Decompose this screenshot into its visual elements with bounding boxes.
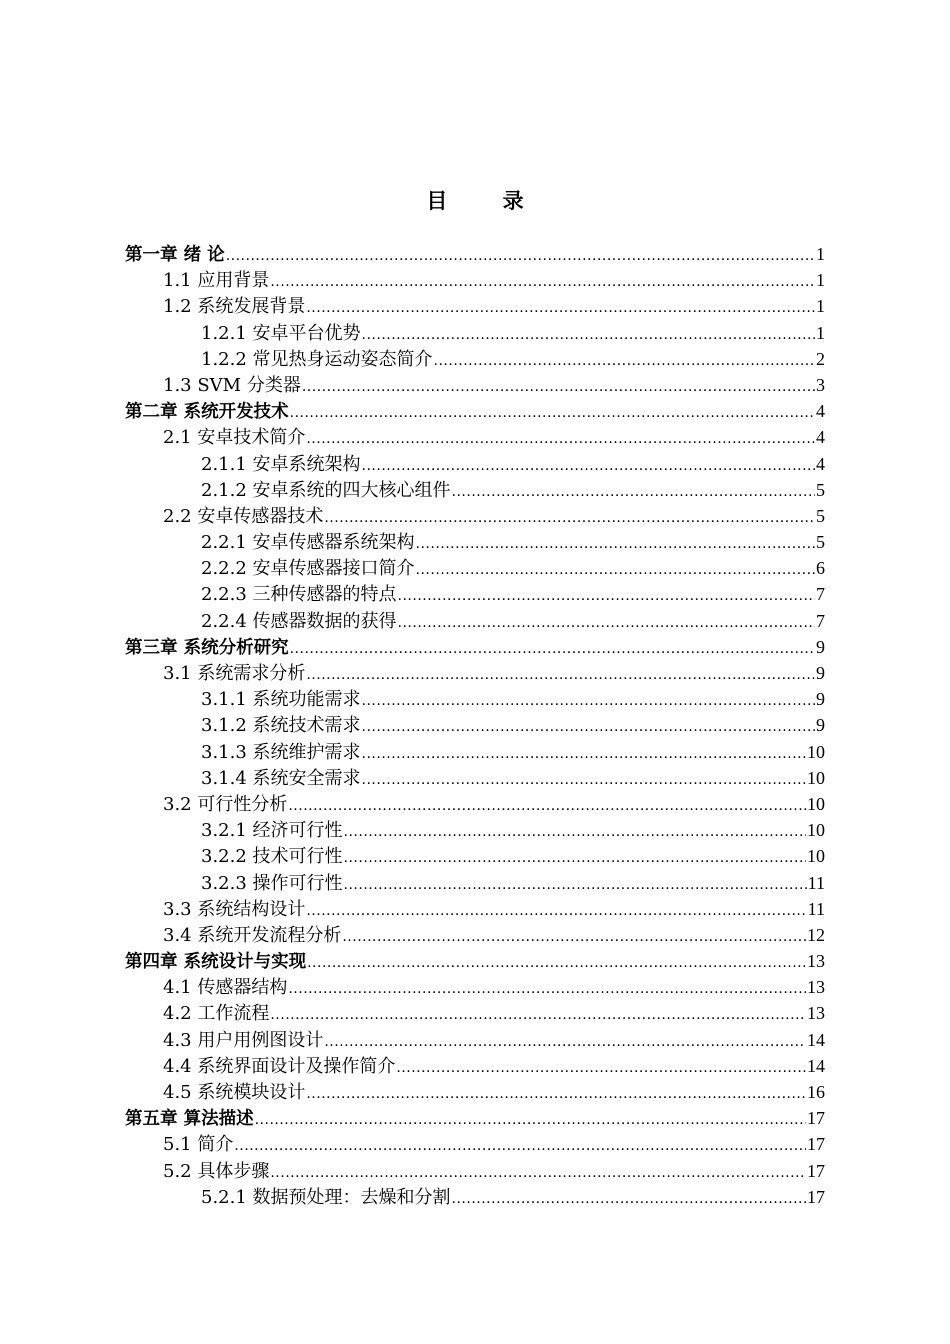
toc-chapter-entry[interactable] [125, 634, 825, 660]
toc-entry-title: 4.5 系统模块设计 [163, 1082, 306, 1103]
toc-page-number: 1 [816, 270, 825, 291]
toc-entry-title: 第三章 系统分析研究 [125, 637, 289, 658]
toc-dot-leader [344, 845, 806, 871]
toc-dot-leader [234, 1133, 806, 1159]
toc-page-number: 1 [816, 296, 825, 317]
toc-subsection-entry[interactable] [125, 529, 825, 555]
toc-dot-leader [324, 505, 815, 531]
toc-section-entry[interactable] [125, 1158, 825, 1184]
toc-dot-leader [226, 243, 815, 269]
toc-page-number: 9 [816, 715, 825, 736]
toc-chapter-entry[interactable] [125, 948, 825, 974]
toc-page-number: 10 [807, 846, 825, 867]
toc-dot-leader [452, 1186, 806, 1212]
toc-dot-leader [362, 714, 815, 740]
toc-section-entry[interactable] [125, 372, 825, 398]
toc-page-number: 10 [807, 767, 825, 788]
toc-subsection-entry[interactable] [125, 477, 825, 503]
toc-section-entry[interactable] [125, 1053, 825, 1079]
toc-page-number: 4 [816, 401, 825, 422]
toc-subsection-entry[interactable] [125, 739, 825, 765]
toc-entry-title: 3.4 系统开发流程分析 [163, 924, 342, 946]
toc-entry-title: 2.2.1 安卓传感器系统架构 [201, 532, 415, 554]
toc-chapter-entry[interactable] [125, 398, 825, 424]
toc-page-number: 10 [807, 741, 825, 762]
toc-dot-leader [362, 688, 815, 714]
toc-dot-leader [362, 322, 815, 348]
toc-page-number: 7 [816, 610, 825, 631]
toc-dot-leader [396, 1055, 806, 1081]
toc-dot-leader [255, 1107, 806, 1133]
toc-dot-leader [302, 374, 815, 400]
toc-dot-leader [362, 767, 806, 793]
toc-entry-title: 3.1 系统需求分析 [163, 663, 306, 684]
toc-page-number: 14 [807, 1029, 825, 1050]
toc-page-number: 17 [807, 1186, 825, 1207]
toc-page-number: 9 [816, 636, 825, 657]
toc-page-number: 16 [807, 1082, 825, 1102]
toc-page-number: 3 [816, 374, 825, 395]
toc-page-number: 6 [816, 558, 825, 579]
toc-entry-title: 1.2.1 安卓平台优势 [201, 322, 361, 344]
toc-dot-leader [324, 1029, 806, 1055]
toc-subsection-entry[interactable] [125, 451, 825, 477]
toc-dot-leader [362, 741, 806, 767]
toc-dot-leader [288, 976, 806, 1002]
toc-dot-leader [306, 1081, 806, 1107]
table-of-contents [125, 241, 825, 1210]
toc-dot-leader [307, 950, 806, 976]
toc-entry-title: 第二章 系统开发技术 [125, 402, 289, 423]
toc-page-number: 5 [816, 532, 825, 553]
toc-page-number: 17 [807, 1160, 825, 1181]
toc-page-number: 17 [807, 1134, 825, 1155]
toc-entry-title: 2.2.2 安卓传感器接口简介 [201, 558, 415, 580]
toc-entry-title: 2.2.3 三种传感器的特点 [201, 584, 397, 606]
toc-dot-leader [344, 872, 807, 898]
toc-section-entry[interactable] [125, 974, 825, 1000]
toc-section-entry[interactable] [125, 267, 825, 293]
toc-entry-title: 2.2 安卓传感器技术 [163, 505, 324, 527]
toc-subsection-entry[interactable] [125, 1184, 825, 1210]
toc-entry-title: 3.3 系统结构设计 [163, 898, 306, 920]
toc-page-number: 5 [816, 505, 825, 526]
toc-entry-title: 第五章 算法描述 [125, 1109, 254, 1130]
toc-subsection-entry[interactable] [125, 608, 825, 634]
toc-page-number: 5 [816, 479, 825, 500]
toc-dot-leader [290, 400, 815, 426]
toc-section-entry[interactable] [125, 1131, 825, 1157]
toc-subsection-entry[interactable] [125, 817, 825, 843]
toc-entry-title: 5.2.1 数据预处理：去燥和分割 [201, 1186, 451, 1208]
toc-subsection-entry[interactable] [125, 765, 825, 791]
toc-entry-title: 4.1 传感器结构 [163, 977, 288, 999]
toc-page-number: 13 [807, 977, 825, 998]
toc-dot-leader [398, 610, 815, 636]
toc-section-entry[interactable] [125, 293, 825, 319]
toc-dot-leader [344, 819, 806, 845]
toc-page-number: 9 [816, 689, 825, 710]
toc-section-entry[interactable] [125, 791, 825, 817]
toc-section-entry[interactable] [125, 503, 825, 529]
toc-dot-leader [416, 557, 815, 583]
toc-subsection-entry[interactable] [125, 843, 825, 869]
toc-page-number: 13 [807, 1003, 825, 1024]
toc-dot-leader [290, 636, 815, 662]
toc-section-entry[interactable] [125, 922, 825, 948]
toc-entry-title: 3.1.2 系统技术需求 [201, 715, 361, 737]
toc-dot-leader [306, 295, 815, 321]
toc-chapter-entry[interactable] [125, 241, 825, 267]
toc-page-number: 10 [807, 793, 825, 814]
toc-dot-leader [306, 426, 815, 452]
toc-entry-title: 3.1.3 系统维护需求 [201, 741, 361, 763]
toc-section-entry[interactable] [125, 1027, 825, 1053]
toc-entry-title: 4.3 用户用例图设计 [163, 1029, 324, 1051]
toc-section-entry[interactable] [125, 896, 825, 922]
toc-page-number: 14 [807, 1055, 825, 1076]
toc-dot-leader [342, 924, 806, 950]
toc-entry-title: 5.1 简介 [163, 1134, 234, 1156]
toc-dot-leader [288, 793, 806, 819]
toc-entry-title: 3.2.3 操作可行性 [201, 872, 343, 894]
toc-entry-title: 2.1 安卓技术简介 [163, 427, 306, 449]
page-title: 目 录 [426, 189, 548, 213]
toc-dot-leader [270, 1160, 806, 1186]
toc-page-number: 11 [807, 872, 825, 893]
toc-entry-title: 2.1.1 安卓系统架构 [201, 453, 361, 475]
toc-page-number: 1 [816, 244, 825, 264]
toc-section-entry[interactable] [125, 1000, 825, 1026]
toc-entry-title: 1.1 应用背景 [163, 270, 270, 292]
toc-section-entry[interactable] [125, 1079, 825, 1105]
toc-page-number: 2 [816, 348, 825, 369]
toc-section-entry[interactable] [125, 424, 825, 450]
toc-section-entry[interactable] [125, 660, 825, 686]
toc-dot-leader [270, 269, 815, 295]
toc-entry-title: 2.1.2 安卓系统的四大核心组件 [201, 479, 451, 501]
toc-page-number: 12 [807, 924, 825, 945]
toc-chapter-entry[interactable] [125, 1105, 825, 1131]
toc-entry-title: 1.3 SVM 分类器 [163, 374, 301, 396]
toc-subsection-entry[interactable] [125, 712, 825, 738]
toc-subsection-entry[interactable] [125, 581, 825, 607]
toc-dot-leader [452, 479, 815, 505]
toc-entry-title: 5.2 具体步骤 [163, 1160, 270, 1182]
toc-entry-title: 2.2.4 传感器数据的获得 [201, 610, 397, 632]
toc-entry-title: 第四章 系统设计与实现 [125, 952, 307, 973]
toc-page-number: 13 [807, 951, 825, 972]
toc-dot-leader [434, 348, 815, 374]
toc-entry-title: 3.1.1 系统功能需求 [201, 689, 361, 711]
toc-entry-title: 第一章 绪 论 [125, 245, 225, 265]
toc-dot-leader [416, 531, 815, 557]
toc-entry-title: 3.2.2 技术可行性 [201, 846, 343, 868]
toc-dot-leader [362, 453, 815, 479]
toc-subsection-entry[interactable] [125, 870, 825, 896]
toc-page-number: 9 [816, 663, 825, 683]
toc-entry-title: 1.2 系统发展背景 [163, 296, 306, 318]
toc-subsection-entry[interactable] [125, 555, 825, 581]
toc-page-number: 11 [807, 898, 825, 919]
toc-dot-leader [306, 662, 815, 688]
toc-entry-title: 4.2 工作流程 [163, 1003, 270, 1025]
toc-page-number: 1 [816, 322, 825, 343]
toc-entry-title: 3.1.4 系统安全需求 [201, 767, 361, 789]
toc-page-number: 7 [816, 584, 825, 605]
toc-page-number: 10 [807, 820, 825, 841]
toc-entry-title: 1.2.2 常见热身运动姿态简介 [201, 348, 433, 370]
toc-dot-leader [306, 898, 806, 924]
toc-page-number: 17 [807, 1108, 825, 1129]
toc-dot-leader [398, 583, 815, 609]
toc-subsection-entry[interactable] [125, 346, 825, 372]
toc-page-number: 4 [816, 427, 825, 448]
toc-entry-title: 3.2 可行性分析 [163, 793, 288, 815]
toc-entry-title: 3.2.1 经济可行性 [201, 820, 343, 842]
toc-subsection-entry[interactable] [125, 320, 825, 346]
toc-entry-title: 4.4 系统界面设计及操作简介 [163, 1055, 396, 1077]
toc-page-number: 4 [816, 453, 825, 474]
toc-dot-leader [270, 1002, 806, 1028]
toc-subsection-entry[interactable] [125, 686, 825, 712]
